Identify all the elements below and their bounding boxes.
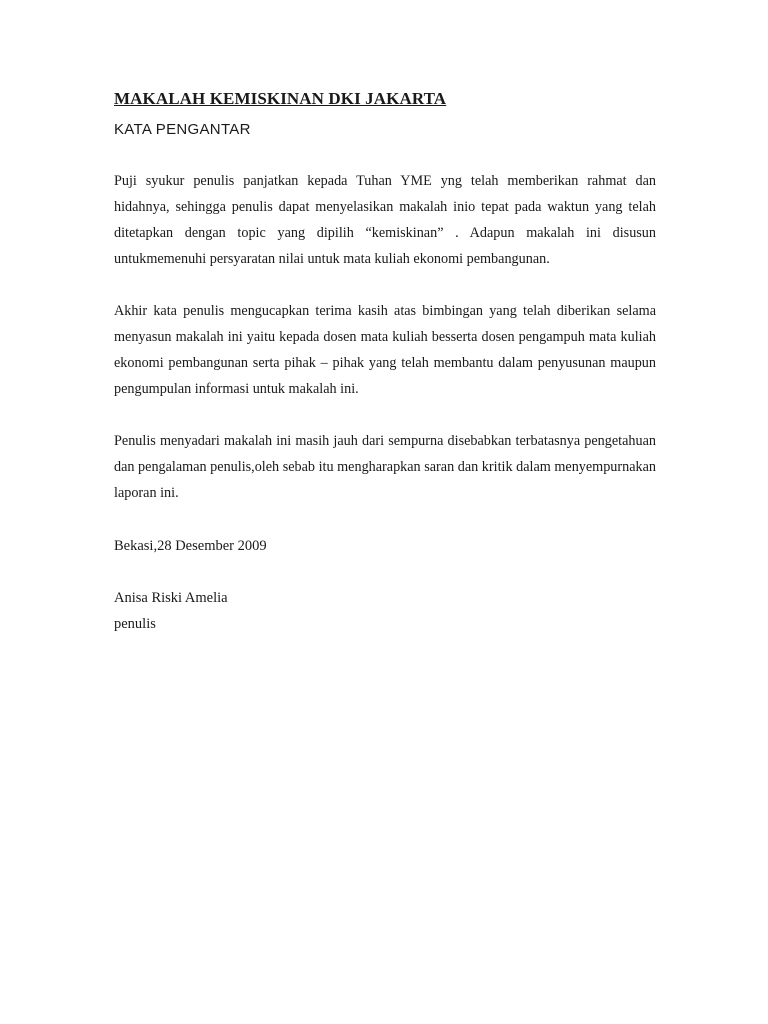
paragraph-3: Penulis menyadari makalah ini masih jauh dari sempurna disebabkan terbatasnya pengetahuan dan pengalaman penulis,oleh sebab itu mengharapkan saran dan kritik dalam menyempurnakan laporan ini. — [114, 433, 656, 501]
paragraph-1: Puji syukur penulis panjatkan kepada Tuhan YME yng telah memberikan rahmat dan hidahnya, sehingga penulis dapat menyelasikan makalah inio tepat pada waktun yang telah ditetapkan dengan topic yang dipilih “kemiskinan” . Adapun makalah ini disusun untukmemenuhi persyaratan nilai untuk mata kuliah ekonomi pembangunan. — [114, 173, 656, 267]
document-title: MAKALAH KEMISKINAN DKI JAKARTA — [114, 89, 447, 108]
section-heading: KATA PENGANTAR — [114, 121, 251, 138]
paragraph-2: Akhir kata penulis mengucapkan terima kasih atas bimbingan yang telah diberikan selama menyasun makalah ini yaitu kepada dosen mata kuliah besserta dosen pengampuh mata kuliah ekonomi pembangunan serta pihak – pihak yang telah membantu dalam penyusunan maupun pengumpulan informasi untuk makalah ini. — [114, 303, 656, 397]
author-name: Anisa Riski Amelia — [114, 590, 228, 606]
author-role: penulis — [114, 616, 156, 632]
place-date: Bekasi,28 Desember 2009 — [114, 538, 267, 554]
document-page — [114, 88, 656, 634]
